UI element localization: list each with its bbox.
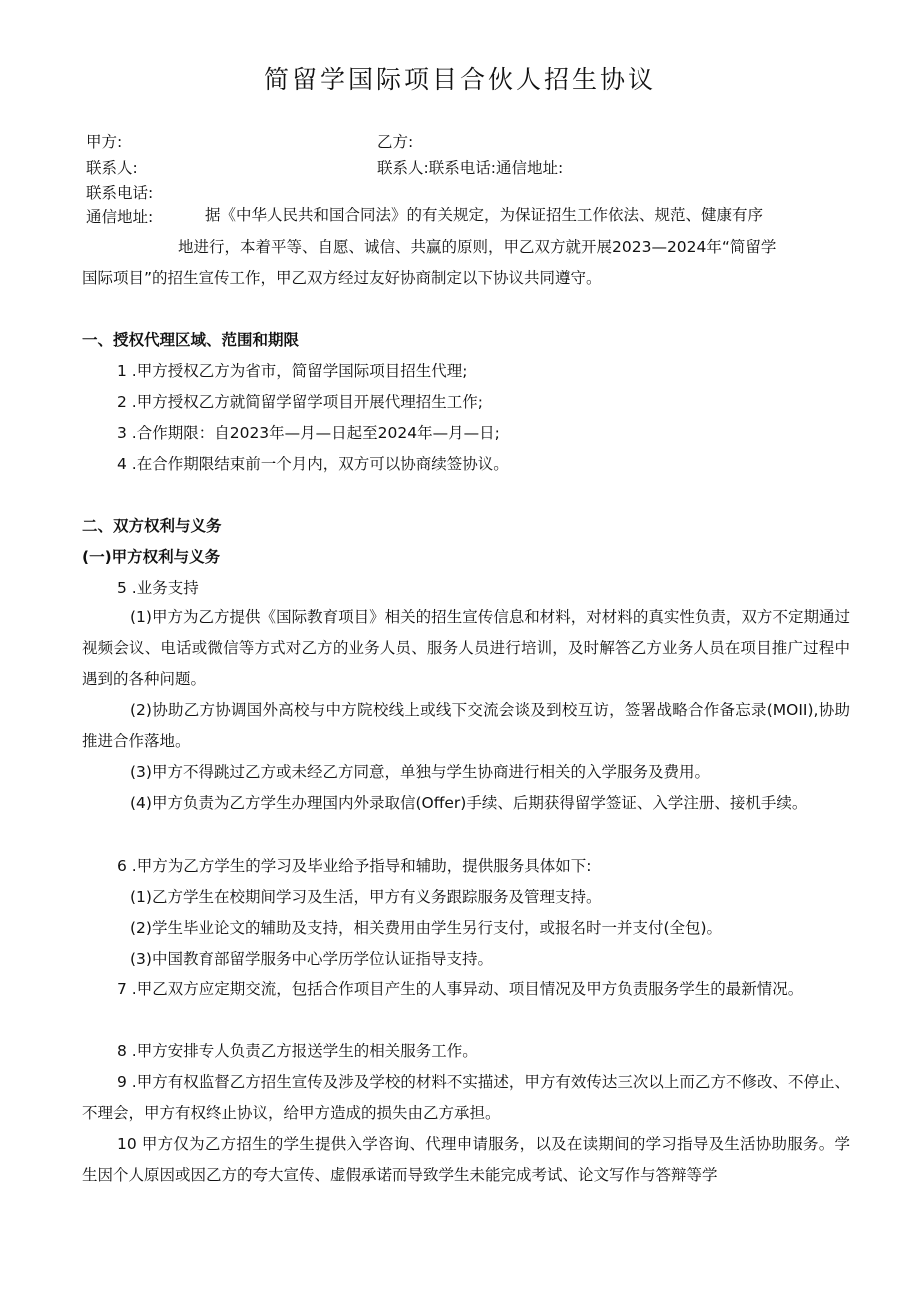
item-9-paragraph: 9 .甲方有权监督乙方招生宣传及涉及学校的材料不实描述，甲方有效传达三次以上而乙方不修改、不停止、不理会，甲方有权终止协议，给甲方造成的损失由乙方承担。 — [82, 1073, 850, 1122]
section-1-item-3: 3 .合作期限：自2023年—月—日起至2024年—月—日; — [117, 424, 500, 442]
intro-line-2: 地进行，本着平等、自愿、诚信、共赢的原则，甲乙双方就开展2023—2024年“简留学 — [178, 238, 777, 256]
item-5-heading: 5 .业务支持 — [117, 579, 199, 597]
section-1-item-4: 4 .在合作期限结束前一个月内，双方可以协商续签协议。 — [117, 455, 509, 473]
section-1-heading: 一、授权代理区域、范围和期限 — [82, 331, 300, 349]
party-a-address-label: 通信地址: — [86, 208, 154, 226]
party-b-contact-line: 联系人:联系电话:通信地址: — [377, 159, 564, 177]
intro-line-3: 国际项目”的招生宣传工作，甲乙双方经过友好协商制定以下协议共同遵守。 — [82, 269, 602, 287]
section-1-item-1: 1 .甲方授权乙方为省市，简留学国际项目招生代理; — [117, 362, 468, 380]
party-a-label: 甲方: — [86, 133, 123, 151]
document-title: 简留学国际项目合伙人招生协议 — [263, 65, 656, 94]
item-5-4-paragraph: (4)甲方负责为乙方学生办理国内外录取信(Offer)手续、后期获得留学签证、入学注册、接机手续。 — [130, 794, 808, 812]
party-b-label: 乙方: — [377, 133, 414, 151]
item-10-paragraph: 10 甲方仅为乙方招生的学生提供入学咨询、代理申请服务，以及在读期间的学习指导及生活协助服务。学生因个人原因或因乙方的夸大宣传、虚假承诺而导致学生未能完成考试、论文写作与答辩等学 — [82, 1135, 850, 1184]
item-6-3: (3)中国教育部留学服务中心学历学位认证指导支持。 — [130, 950, 493, 968]
party-a-contact-label: 联系人: — [86, 159, 138, 177]
item-5-3-paragraph: (3)甲方不得跳过乙方或未经乙方同意，单独与学生协商进行相关的入学服务及费用。 — [130, 763, 710, 781]
item-6-heading: 6 .甲方为乙方学生的学习及毕业给予指导和辅助，提供服务具体如下: — [117, 857, 592, 875]
item-8-paragraph: 8 .甲方安排专人负责乙方报送学生的相关服务工作。 — [117, 1042, 478, 1060]
section-2-subheading: (一)甲方权利与义务 — [82, 548, 221, 566]
item-5-1-paragraph: (1)甲方为乙方提供《国际教育项目》相关的招生宣传信息和材料，对材料的真实性负责，双方不定期通过视频会议、电话或微信等方式对乙方的业务人员、服务人员进行培训，及时解答乙方业务人员在项目推广过程中遇到的各种问题。 — [82, 608, 850, 688]
item-6-2: (2)学生毕业论文的辅助及支持，相关费用由学生另行支付，或报名时一并支付(全包)。 — [130, 919, 723, 937]
item-6-1: (1)乙方学生在校期间学习及生活，甲方有义务跟踪服务及管理支持。 — [130, 888, 602, 906]
intro-line-1: 据《中华人民共和国合同法》的有关规定，为保证招生工作依法、规范、健康有序 — [205, 206, 764, 224]
party-a-phone-label: 联系电话: — [86, 184, 154, 202]
item-5-2-paragraph: (2)协助乙方协调国外高校与中方院校线上或线下交流会谈及到校互访，签署战略合作备忘录(MOII),协助推进合作落地。 — [82, 701, 850, 750]
item-7-paragraph: 7 .甲乙双方应定期交流，包括合作项目产生的人事异动、项目情况及甲方负责服务学生的最新情况。 — [117, 980, 804, 998]
section-1-item-2: 2 .甲方授权乙方就简留学留学项目开展代理招生工作; — [117, 393, 483, 411]
section-2-heading: 二、双方权利与义务 — [82, 517, 222, 535]
